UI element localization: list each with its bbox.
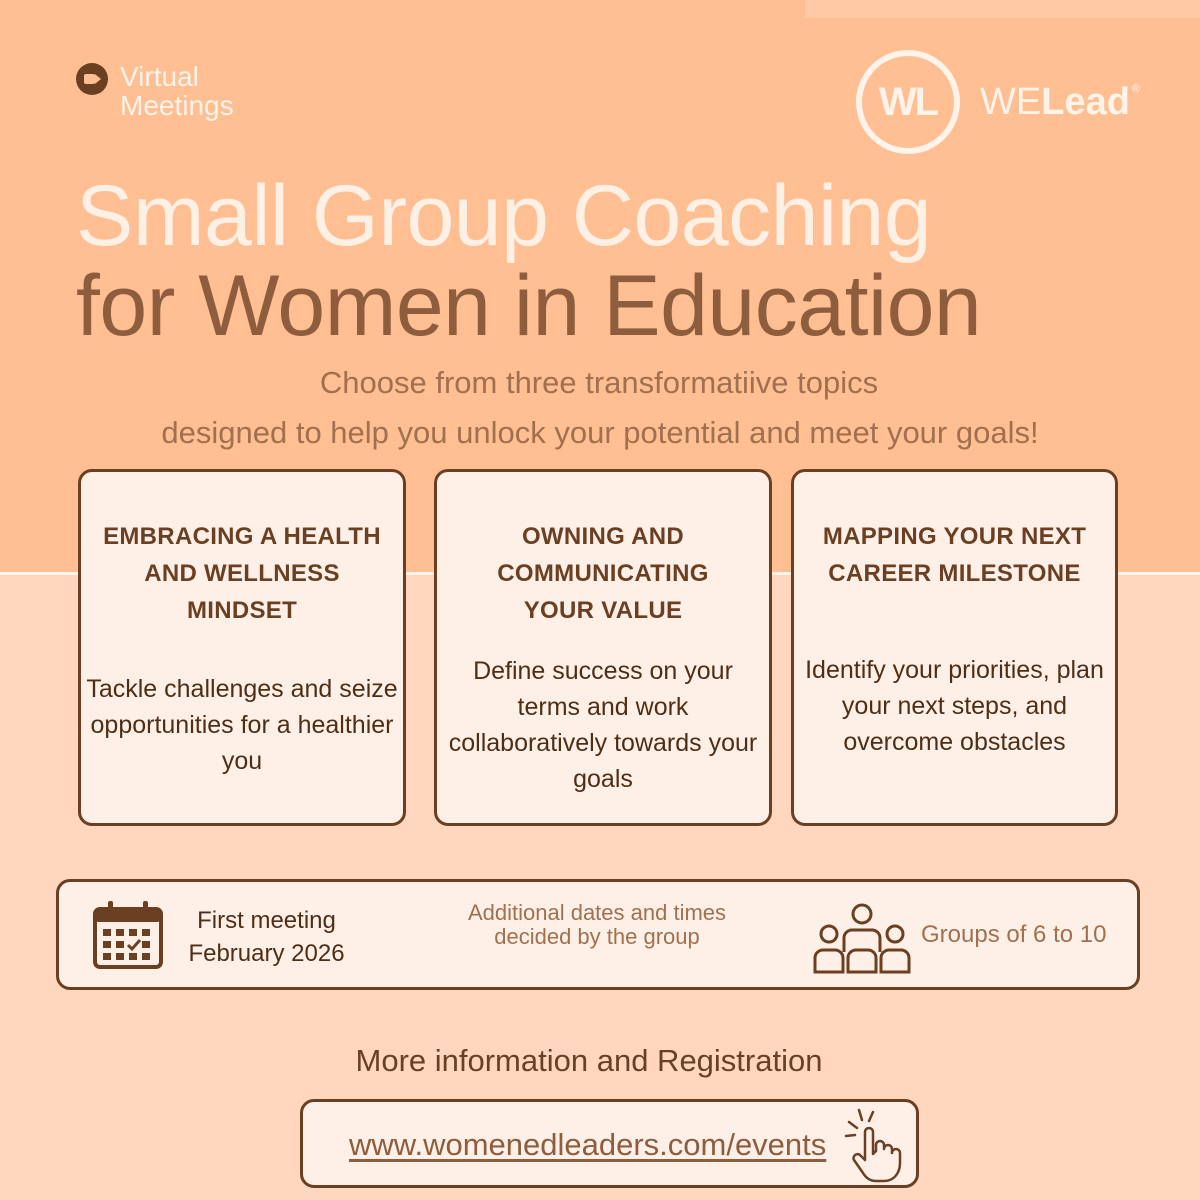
virtual-meetings-badge xyxy=(76,62,234,120)
registration-link-box[interactable] xyxy=(300,1099,919,1188)
video-camera-icon xyxy=(76,63,108,95)
subtitle-line2: designed to help you unlock your potential and meet your goals! xyxy=(161,415,1039,450)
title-line1: Small Group Coaching xyxy=(76,168,932,264)
topic-title-line: MINDSET xyxy=(186,597,298,624)
first-meeting-date: February 2026 xyxy=(188,940,345,967)
topic-card-wellness xyxy=(78,469,406,826)
calendar-icon xyxy=(92,900,164,972)
topic-title xyxy=(441,518,765,629)
subtitle xyxy=(0,358,1200,458)
topic-card-career xyxy=(791,469,1118,826)
virtual-meetings-label xyxy=(120,62,234,120)
logo-word-bold: Lead xyxy=(1041,80,1130,123)
info-bar xyxy=(56,879,1140,990)
additional-dates-info: Additional dates and times decided by the group xyxy=(467,900,727,949)
virtual-meetings-line1: Virtual xyxy=(120,61,199,92)
topic-title xyxy=(798,518,1111,592)
topic-description: Define success on your terms and work collaboratively towards your goals xyxy=(448,657,758,793)
subtitle-line1: Choose from three transformatiive topics xyxy=(319,365,879,400)
logo-monogram: WL xyxy=(856,50,960,154)
registration-heading: More information and Registration xyxy=(355,1043,823,1078)
registration-link[interactable]: www.womenedleaders.com/events xyxy=(349,1127,827,1162)
topic-title-line: CAREER MILESTONE xyxy=(828,560,1081,587)
topic-title-line: YOUR VALUE xyxy=(523,597,683,624)
topic-title-line: EMBRACING A HEALTH xyxy=(103,523,381,550)
title-line2: for Women in Education xyxy=(76,258,982,354)
topic-title xyxy=(85,518,399,629)
welead-logo xyxy=(856,50,1140,154)
logo-word-light: WE xyxy=(980,80,1042,123)
first-meeting-label: First meeting xyxy=(197,907,336,934)
topic-description: Tackle challenges and seize opportunities for a healthier you xyxy=(86,675,398,775)
topic-description: Identify your priorities, plan your next steps, and overcome obstacles xyxy=(805,656,1104,756)
topic-card-value xyxy=(434,469,772,826)
virtual-meetings-line2: Meetings xyxy=(120,90,234,121)
logo-registered-mark: ® xyxy=(1131,82,1141,95)
topic-title-line: OWNING AND xyxy=(521,523,685,550)
group-size-info: Groups of 6 to 10 xyxy=(921,921,1107,948)
topic-title-line: AND WELLNESS xyxy=(144,560,340,587)
first-meeting-info xyxy=(169,904,364,970)
top-corner-band xyxy=(805,0,1200,18)
topic-title-line: COMMUNICATING xyxy=(497,560,709,587)
logo-wordmark xyxy=(980,81,1140,124)
pointing-hand-click-icon xyxy=(843,1108,915,1184)
people-group-icon xyxy=(812,902,912,974)
topic-title-line: MAPPING YOUR NEXT xyxy=(822,523,1087,550)
